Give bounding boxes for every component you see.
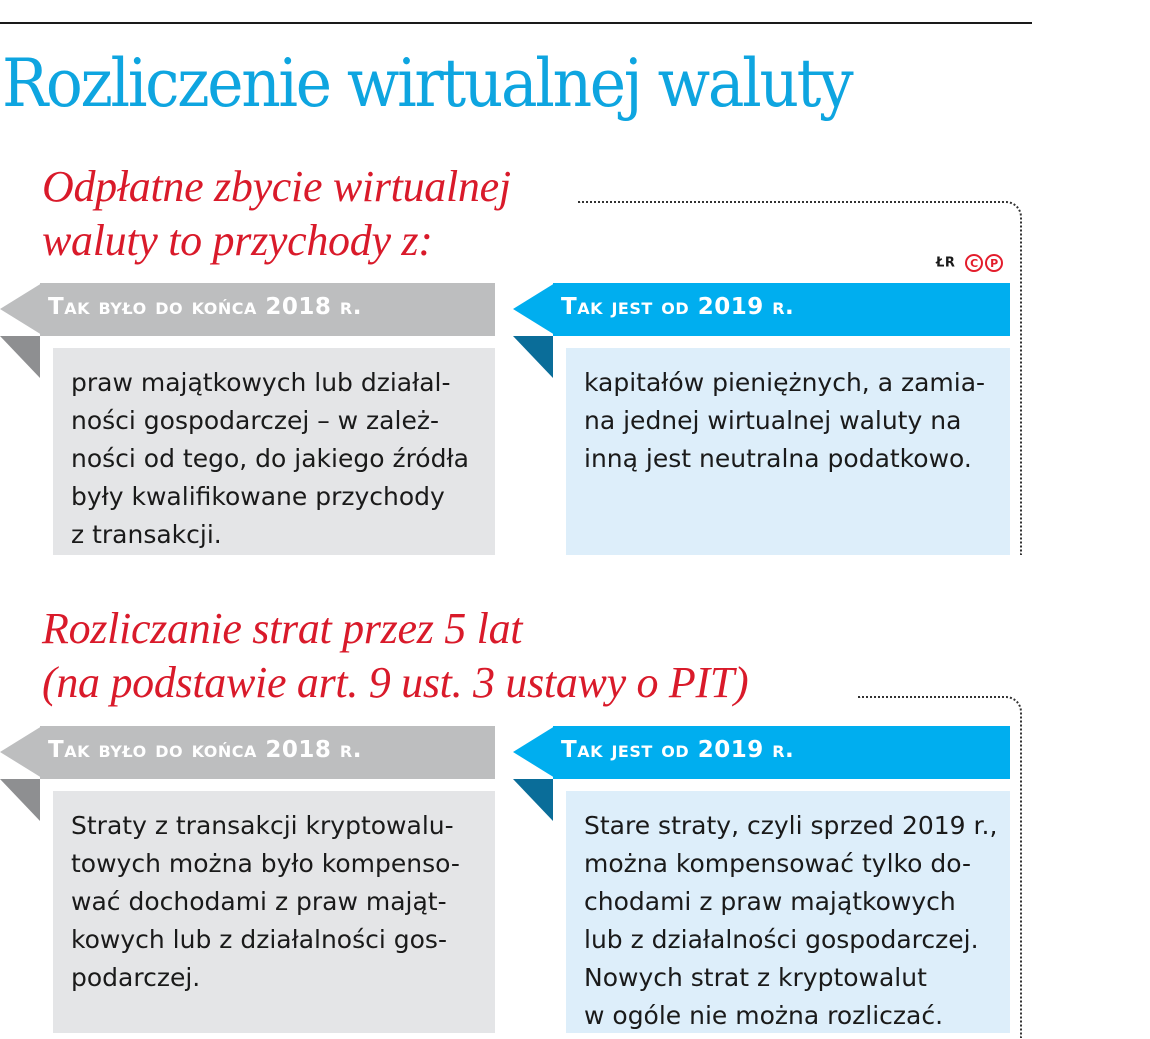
text-line: można kompensować tylko do- [584, 849, 972, 878]
text-line: kowych lub z działalności gos- [71, 925, 447, 954]
text-line: w ogóle nie można rozliczać. [584, 1001, 944, 1030]
section-2-before-banner [0, 726, 495, 779]
section-2-heading [42, 602, 748, 710]
section-2-after-label: Tak jest od 2019 r. [561, 737, 795, 763]
text-line: były kwalifikowane przychody [71, 482, 445, 511]
section-1-after-label: Tak jest od 2019 r. [561, 294, 795, 320]
text-line: ności od tego, do jakiego źródła [71, 444, 469, 473]
text-line: wać dochodami z praw mająt- [71, 887, 447, 916]
publisher-icon: P [985, 254, 1003, 272]
top-rule [0, 22, 1032, 24]
section-2-after-banner [513, 726, 1010, 779]
section-2-after-body [566, 791, 1010, 1033]
ribbon-fold-icon [0, 779, 40, 821]
section-1-before-label: Tak było do końca 2018 r. [48, 294, 362, 320]
text-line: praw majątkowych lub działal- [71, 368, 451, 397]
text-line: Nowych strat z kryptowalut [584, 963, 927, 992]
section-2-before-body [53, 791, 495, 1033]
ribbon-arrow-icon [0, 726, 42, 778]
section-2-before-label: Tak było do końca 2018 r. [48, 737, 362, 763]
section-1-heading-line-1: Odpłatne zbycie wirtualnej [42, 162, 511, 211]
section-1-before-banner [0, 283, 495, 336]
text-line: lub z działalności gospodarczej. [584, 925, 979, 954]
text-line: inną jest neutralna podatkowo. [584, 444, 972, 473]
credit-line [936, 254, 1003, 272]
text-line: Straty z transakcji kryptowalu- [71, 811, 454, 840]
section-1-after-banner [513, 283, 1010, 336]
text-line: podarczej. [71, 963, 201, 992]
section-1-before-body [53, 348, 495, 555]
text-line: towych można było kompenso- [71, 849, 460, 878]
ribbon-arrow-icon [513, 283, 555, 335]
section-2-heading-line-2: (na podstawie art. 9 ust. 3 ustawy o PIT) [42, 658, 749, 707]
ribbon-fold-icon [513, 336, 553, 378]
text-line: na jednej wirtualnej waluty na [584, 406, 962, 435]
text-line: kapitałów pieniężnych, a zamia- [584, 368, 986, 397]
credit-author: ŁR [936, 255, 956, 271]
text-line: chodami z praw majątkowych [584, 887, 956, 916]
section-2-heading-line-1: Rozliczanie strat przez 5 lat [42, 604, 523, 653]
text-line: z transakcji. [71, 520, 222, 549]
section-1-after-body [566, 348, 1010, 555]
text-line: Stare straty, czyli sprzed 2019 r., [584, 811, 998, 840]
ribbon-fold-icon [513, 779, 553, 821]
copyright-icon: C [965, 254, 983, 272]
ribbon-fold-icon [0, 336, 40, 378]
ribbon-arrow-icon [513, 726, 555, 778]
section-1-heading [42, 160, 511, 268]
page-title: Rozliczenie wirtualnej waluty [2, 45, 852, 122]
text-line: ności gospodarczej – w zależ- [71, 406, 439, 435]
ribbon-arrow-icon [0, 283, 42, 335]
section-1-heading-line-2: waluty to przychody z: [42, 216, 433, 265]
